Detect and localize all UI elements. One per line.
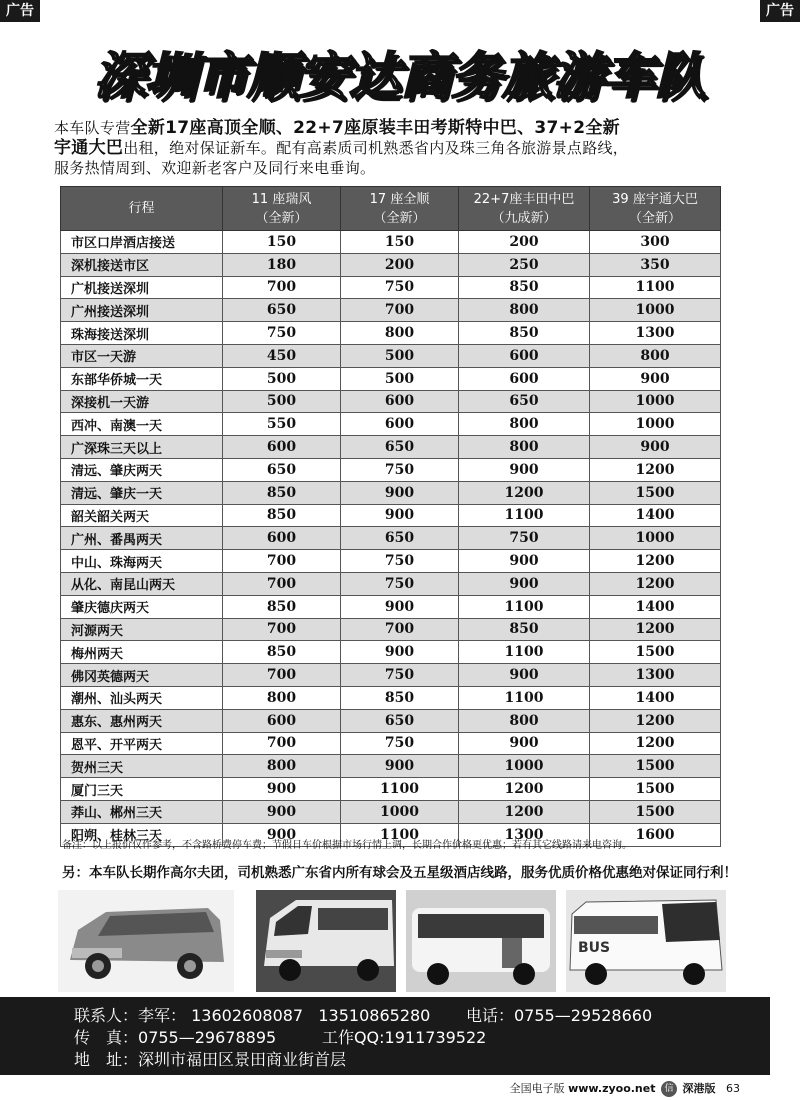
- route-cell: 贺州三天: [61, 755, 223, 778]
- price-39-seat: 900: [590, 367, 721, 390]
- price-39-seat: 1000: [590, 527, 721, 550]
- route-cell: 厦门三天: [61, 778, 223, 801]
- price-39-seat: 900: [590, 436, 721, 459]
- table-row: [61, 231, 721, 254]
- price-22-seat: 1000: [459, 755, 590, 778]
- price-17-seat: 800: [341, 322, 459, 345]
- table-row: [61, 709, 721, 732]
- table-row: [61, 322, 721, 345]
- price-11-seat: 850: [223, 641, 341, 664]
- price-11-seat: 800: [223, 755, 341, 778]
- qq-number: 1911739522: [384, 1028, 487, 1047]
- vehicle-photos: [56, 890, 726, 992]
- price-39-seat: 1000: [590, 413, 721, 436]
- price-39-seat: 1200: [590, 458, 721, 481]
- price-17-seat: 600: [341, 390, 459, 413]
- price-17-seat: 750: [341, 732, 459, 755]
- table-row: [61, 664, 721, 687]
- route-cell: 广机接送深圳: [61, 276, 223, 299]
- price-22-seat: 1100: [459, 595, 590, 618]
- price-17-seat: 750: [341, 458, 459, 481]
- price-17-seat: 900: [341, 504, 459, 527]
- price-11-seat: 900: [223, 778, 341, 801]
- coaster-photo: [406, 890, 556, 992]
- price-39-seat: 1400: [590, 504, 721, 527]
- price-39-seat: 1000: [590, 299, 721, 322]
- price-11-seat: 900: [223, 800, 341, 823]
- price-17-seat: 900: [341, 755, 459, 778]
- price-22-seat: 800: [459, 709, 590, 732]
- price-22-seat: 750: [459, 527, 590, 550]
- price-11-seat: 700: [223, 664, 341, 687]
- bus-lettering: BUS: [578, 940, 611, 956]
- price-39-seat: 1500: [590, 778, 721, 801]
- price-17-seat: 850: [341, 686, 459, 709]
- price-11-seat: 800: [223, 686, 341, 709]
- route-cell: 广深珠三天以上: [61, 436, 223, 459]
- price-22-seat: 1100: [459, 641, 590, 664]
- header-11-seat: 11 座瑞风 （全新）: [223, 187, 341, 231]
- route-cell: 肇庆德庆两天: [61, 595, 223, 618]
- table-row: [61, 504, 721, 527]
- price-22-seat: 1200: [459, 778, 590, 801]
- ad-label-right: 广告: [760, 0, 800, 22]
- route-cell: 清远、肇庆一天: [61, 481, 223, 504]
- contact-person-label: 联系人：: [74, 1006, 139, 1025]
- intro-paragraph: [54, 118, 764, 178]
- route-cell: 阳朔、桂林三天: [61, 823, 223, 846]
- price-17-seat: 500: [341, 367, 459, 390]
- table-row: [61, 618, 721, 641]
- price-11-seat: 700: [223, 550, 341, 573]
- fax-number: 0755—29678895: [138, 1028, 277, 1047]
- price-table: [60, 186, 720, 847]
- price-11-seat: 900: [223, 823, 341, 846]
- table-row: [61, 778, 721, 801]
- header-39-seat: 39 座宇通大巴 （全新）: [590, 187, 721, 231]
- table-row: [61, 344, 721, 367]
- price-11-seat: 180: [223, 253, 341, 276]
- price-39-seat: 1300: [590, 322, 721, 345]
- price-39-seat: 1400: [590, 595, 721, 618]
- table-row: [61, 732, 721, 755]
- phone-number: 0755—29528660: [513, 1006, 653, 1025]
- intro-line-2: 出租，绝对保证新车。配有高素质司机熟悉省内及珠三角各旅游景点路线，: [123, 139, 629, 157]
- price-11-seat: 550: [223, 413, 341, 436]
- price-39-seat: 1500: [590, 481, 721, 504]
- route-cell: 广州接送深圳: [61, 299, 223, 322]
- table-row: [61, 413, 721, 436]
- minibus-image: [256, 890, 396, 992]
- table-row: [61, 686, 721, 709]
- price-22-seat: 1100: [459, 686, 590, 709]
- header-17-seat: 17 座全顺 （全新）: [341, 187, 459, 231]
- price-11-seat: 600: [223, 527, 341, 550]
- price-22-seat: 1300: [459, 823, 590, 846]
- coaster-image: [406, 890, 556, 992]
- van-image: [58, 890, 234, 992]
- route-cell: 深接机一天游: [61, 390, 223, 413]
- page-title: 深圳市顺安达商务旅游车队: [94, 47, 706, 105]
- price-39-seat: 300: [590, 231, 721, 254]
- price-11-seat: 700: [223, 732, 341, 755]
- price-17-seat: 600: [341, 413, 459, 436]
- price-11-seat: 750: [223, 322, 341, 345]
- route-cell: 广州、番禺两天: [61, 527, 223, 550]
- route-cell: 珠海接送深圳: [61, 322, 223, 345]
- page-number: 63: [726, 1082, 740, 1095]
- route-cell: 西冲、南澳一天: [61, 413, 223, 436]
- price-17-seat: 900: [341, 641, 459, 664]
- qq-label: 工作QQ:: [321, 1028, 385, 1047]
- price-39-seat: 1200: [590, 709, 721, 732]
- price-39-seat: 1500: [590, 755, 721, 778]
- table-row: [61, 527, 721, 550]
- table-row: [61, 550, 721, 573]
- route-cell: 韶关韶关两天: [61, 504, 223, 527]
- table-row: [61, 641, 721, 664]
- table-header-row: [61, 187, 721, 231]
- price-17-seat: 650: [341, 709, 459, 732]
- price-22-seat: 800: [459, 299, 590, 322]
- price-22-seat: 1200: [459, 481, 590, 504]
- price-17-seat: 1100: [341, 778, 459, 801]
- price-11-seat: 700: [223, 572, 341, 595]
- price-39-seat: 800: [590, 344, 721, 367]
- price-17-seat: 750: [341, 664, 459, 687]
- route-cell: 恩平、开平两天: [61, 732, 223, 755]
- intro-line-3: 服务热情周到、欢迎新老客户及同行来电垂询。: [54, 159, 376, 177]
- price-17-seat: 150: [341, 231, 459, 254]
- price-22-seat: 1200: [459, 800, 590, 823]
- price-22-seat: 900: [459, 732, 590, 755]
- price-22-seat: 800: [459, 413, 590, 436]
- route-cell: 潮州、汕头两天: [61, 686, 223, 709]
- price-22-seat: 250: [459, 253, 590, 276]
- price-17-seat: 650: [341, 436, 459, 459]
- price-11-seat: 500: [223, 390, 341, 413]
- price-11-seat: 700: [223, 618, 341, 641]
- ad-label-left: 广告: [0, 0, 40, 22]
- table-row: [61, 390, 721, 413]
- price-17-seat: 750: [341, 550, 459, 573]
- price-22-seat: 650: [459, 390, 590, 413]
- coach-photo: [566, 890, 726, 992]
- price-39-seat: 1100: [590, 276, 721, 299]
- price-39-seat: 1200: [590, 572, 721, 595]
- price-17-seat: 700: [341, 299, 459, 322]
- price-17-seat: 750: [341, 276, 459, 299]
- price-17-seat: 900: [341, 481, 459, 504]
- price-22-seat: 600: [459, 367, 590, 390]
- route-cell: 梅州两天: [61, 641, 223, 664]
- intro-highlight-1: 全新17座高顶全顺、22+7座原装丰田考斯特中巴、37+2全新: [130, 118, 620, 138]
- table-row: [61, 299, 721, 322]
- table-row: [61, 800, 721, 823]
- route-cell: 市区口岸酒店接送: [61, 231, 223, 254]
- price-22-seat: 900: [459, 664, 590, 687]
- contact-panel: [0, 997, 770, 1075]
- price-11-seat: 850: [223, 481, 341, 504]
- price-17-seat: 1100: [341, 823, 459, 846]
- price-22-seat: 900: [459, 458, 590, 481]
- price-11-seat: 650: [223, 458, 341, 481]
- contact-row-1: [74, 1003, 652, 1026]
- table-row: [61, 481, 721, 504]
- price-39-seat: 1200: [590, 550, 721, 573]
- header-22-seat: 22+7座丰田中巴 （九成新）: [459, 187, 590, 231]
- minibus-photo: [256, 890, 396, 992]
- price-17-seat: 700: [341, 618, 459, 641]
- price-22-seat: 850: [459, 618, 590, 641]
- price-17-seat: 650: [341, 527, 459, 550]
- price-17-seat: 200: [341, 253, 459, 276]
- price-39-seat: 1200: [590, 732, 721, 755]
- price-22-seat: 900: [459, 572, 590, 595]
- price-17-seat: 750: [341, 572, 459, 595]
- address: 深圳市福田区景田商业街首层: [138, 1050, 347, 1069]
- price-22-seat: 900: [459, 550, 590, 573]
- price-11-seat: 850: [223, 595, 341, 618]
- table-row: [61, 436, 721, 459]
- publisher-logo-icon: 信: [661, 1081, 677, 1097]
- route-cell: 莽山、郴州三天: [61, 800, 223, 823]
- intro-prefix: 本车队专营: [54, 119, 131, 137]
- route-cell: 市区一天游: [61, 344, 223, 367]
- golf-notice: 另：本车队长期作高尔夫团，司机熟悉广东省内所有球会及五星级酒店线路，服务优质价格优惠绝对保证同行利！: [62, 865, 737, 881]
- table-row: [61, 367, 721, 390]
- route-cell: 清远、肇庆两天: [61, 458, 223, 481]
- table-row: [61, 458, 721, 481]
- price-39-seat: 1500: [590, 800, 721, 823]
- table-row: [61, 595, 721, 618]
- price-11-seat: 650: [223, 299, 341, 322]
- price-17-seat: 500: [341, 344, 459, 367]
- mobile-2: 13510865280: [318, 1006, 431, 1025]
- table-row: [61, 755, 721, 778]
- price-39-seat: 1400: [590, 686, 721, 709]
- contact-row-3: [74, 1047, 346, 1070]
- price-39-seat: 1300: [590, 664, 721, 687]
- price-39-seat: 1000: [590, 390, 721, 413]
- price-11-seat: 700: [223, 276, 341, 299]
- contact-person-name: 李军：: [138, 1006, 187, 1025]
- edition-label: 全国电子版: [509, 1082, 565, 1095]
- page-footer: [510, 1080, 740, 1097]
- route-cell: 东部华侨城一天: [61, 367, 223, 390]
- footnote: 备注：以上报价仅作参考，不含路桥费停车费；节假日车价根据市场行情上调，长期合作价格更优惠；若有其它线路请来电咨询。: [62, 840, 632, 851]
- route-cell: 中山、珠海两天: [61, 550, 223, 573]
- price-11-seat: 850: [223, 504, 341, 527]
- price-22-seat: 800: [459, 436, 590, 459]
- price-39-seat: 1600: [590, 823, 721, 846]
- address-label: 地 址：: [74, 1050, 139, 1069]
- price-11-seat: 500: [223, 367, 341, 390]
- van-photo: [58, 890, 234, 992]
- price-39-seat: 350: [590, 253, 721, 276]
- phone-label: 电话：: [465, 1006, 514, 1025]
- route-cell: 深机接送市区: [61, 253, 223, 276]
- price-11-seat: 150: [223, 231, 341, 254]
- coach-image: [566, 890, 726, 992]
- route-cell: 佛冈英德两天: [61, 664, 223, 687]
- site-link[interactable]: www.zyoo.net: [568, 1082, 656, 1095]
- price-11-seat: 450: [223, 344, 341, 367]
- price-17-seat: 1000: [341, 800, 459, 823]
- price-22-seat: 850: [459, 276, 590, 299]
- route-cell: 惠东、惠州两天: [61, 709, 223, 732]
- price-17-seat: 900: [341, 595, 459, 618]
- table-row: [61, 276, 721, 299]
- price-22-seat: 850: [459, 322, 590, 345]
- fax-label: 传 真：: [74, 1028, 139, 1047]
- price-39-seat: 1500: [590, 641, 721, 664]
- price-11-seat: 600: [223, 709, 341, 732]
- table-row: [61, 572, 721, 595]
- price-22-seat: 200: [459, 231, 590, 254]
- table-row: [61, 253, 721, 276]
- price-11-seat: 600: [223, 436, 341, 459]
- mobile-1: 13602608087: [191, 1006, 304, 1025]
- contact-row-2: [74, 1025, 486, 1048]
- route-cell: 河源两天: [61, 618, 223, 641]
- region-label: 深港版: [682, 1082, 716, 1095]
- route-cell: 从化、南昆山两天: [61, 572, 223, 595]
- price-39-seat: 1200: [590, 618, 721, 641]
- header-route: 行程: [61, 187, 223, 231]
- intro-highlight-2: 宇通大巴: [54, 138, 124, 158]
- price-22-seat: 600: [459, 344, 590, 367]
- price-22-seat: 1100: [459, 504, 590, 527]
